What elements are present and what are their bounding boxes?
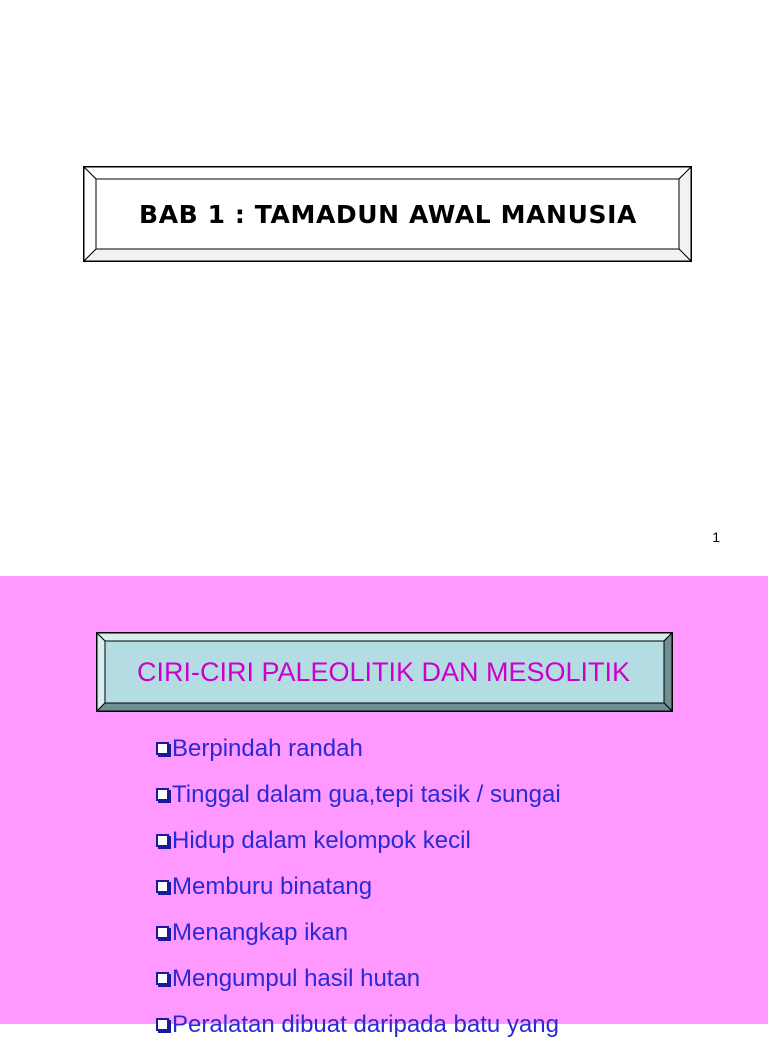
square-bullet-icon	[156, 926, 169, 939]
list-item-text: Berpindah randah	[172, 735, 363, 762]
list-item-text: Peralatan dibuat daripada batu yang	[172, 1011, 559, 1038]
square-bullet-icon	[156, 788, 169, 801]
list-item-text: Hidup dalam kelompok kecil	[172, 827, 471, 854]
square-bullet-icon	[156, 834, 169, 847]
list-item	[156, 910, 561, 956]
square-bullet-icon	[156, 742, 169, 755]
list-item-text: Mengumpul hasil hutan	[172, 965, 421, 992]
list-item	[156, 956, 561, 1002]
slide-2-title: CIRI-CIRI PALEOLITIK DAN MESOLITIK	[136, 656, 631, 687]
list-item	[156, 772, 561, 818]
list-item-text: Tinggal dalam gua,tepi tasik / sungai	[172, 781, 561, 808]
list-item-text: Memburu binatang	[172, 873, 373, 900]
list-item	[156, 726, 561, 772]
list-item	[156, 1002, 561, 1048]
list-item-text: Menangkap ikan	[172, 919, 349, 946]
slide-1-title: BAB 1 : TAMADUN AWAL MANUSIA	[139, 199, 637, 229]
slide-2	[0, 576, 768, 1038]
square-bullet-icon	[156, 880, 169, 893]
list-item	[156, 818, 561, 864]
list-item	[156, 864, 561, 910]
slide-number: 1	[712, 529, 720, 545]
square-bullet-icon	[156, 972, 169, 985]
square-bullet-icon	[156, 1018, 169, 1031]
bullet-list	[156, 726, 561, 1048]
